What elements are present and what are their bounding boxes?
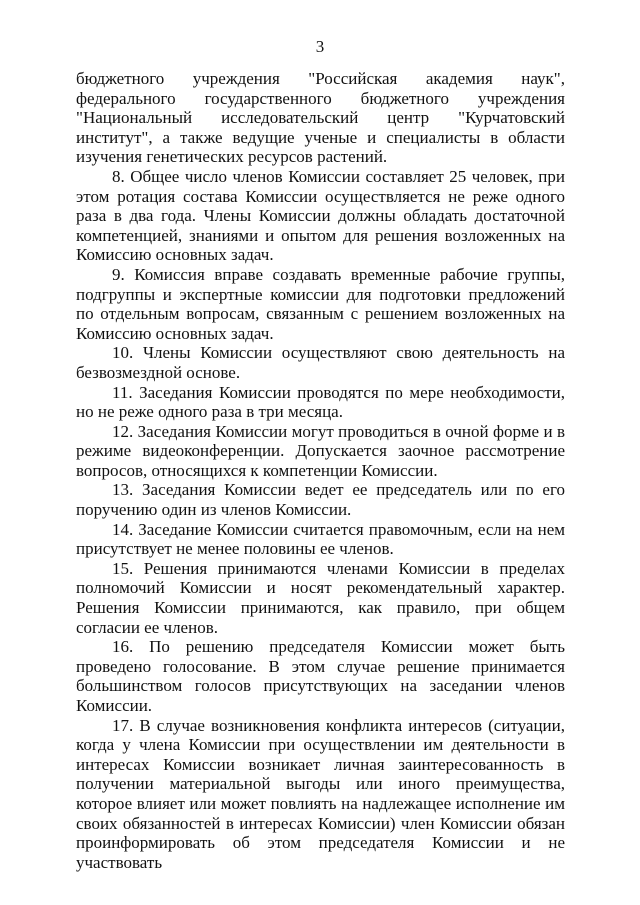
paragraph-item-11: 11. Заседания Комиссии проводятся по мере необходимости, но не реже одного раза в три месяца. [76, 382, 565, 422]
paragraph-continuation: бюджетного учреждения "Российская академия наук", федерального государственного бюджетного учреждения "Национальный исследовательский центр "Курчатовский институт", а также ведущие ученые и специалисты в области изучения генетических ресурсов растений. [76, 69, 565, 167]
paragraph-item-12: 12. Заседания Комиссии могут проводиться в очной форме и в режиме видеоконференции. Допускается заочное рассмотрение вопросов, относящихся к компетенции Комиссии. [76, 421, 565, 480]
paragraph-item-13: 13. Заседания Комиссии ведет ее председатель или по его поручению один из членов Комиссии. [76, 480, 565, 520]
document-body [76, 69, 565, 872]
paragraph-item-17: 17. В случае возникновения конфликта интересов (ситуации, когда у члена Комиссии при осуществлении им деятельности в интересах Комиссии возникает личная заинтересованность в получении материальной выгоды или иного преимущества, которое влияет или может повлиять на надлежащее исполнение им своих обязанностей в интересах Комиссии) член Комиссии обязан проинформировать об этом председателя Комиссии и не участвовать [76, 715, 565, 872]
page-number: 3 [315, 37, 325, 56]
paragraph-item-16: 16. По решению председателя Комиссии может быть проведено голосование. В этом случае решение принимается большинством голосов присутствующих на заседании членов Комиссии. [76, 637, 565, 715]
paragraph-item-14: 14. Заседание Комиссии считается правомочным, если на нем присутствует не менее половины ее членов. [76, 519, 565, 559]
paragraph-item-15: 15. Решения принимаются членами Комиссии в пределах полномочий Комиссии и носят рекомендательный характер. Решения Комиссии принимаются, как правило, при общем согласии ее членов. [76, 558, 565, 637]
paragraph-item-9: 9. Комиссия вправе создавать временные рабочие группы, подгруппы и экспертные комиссии для подготовки предложений по отдельным вопросам, связанным с решением возложенных на Комиссию основных задач. [76, 264, 565, 343]
paragraph-item-10: 10. Члены Комиссии осуществляют свою деятельность на безвозмездной основе. [76, 343, 565, 382]
paragraph-item-8: 8. Общее число членов Комиссии составляет 25 человек, при этом ротация состава Комиссии осуществляется не реже одного раза в два года. Члены Комиссии должны обладать достаточной компетенцией, знаниями и опытом для решения возложенных на Комиссию основных задач. [76, 166, 565, 265]
